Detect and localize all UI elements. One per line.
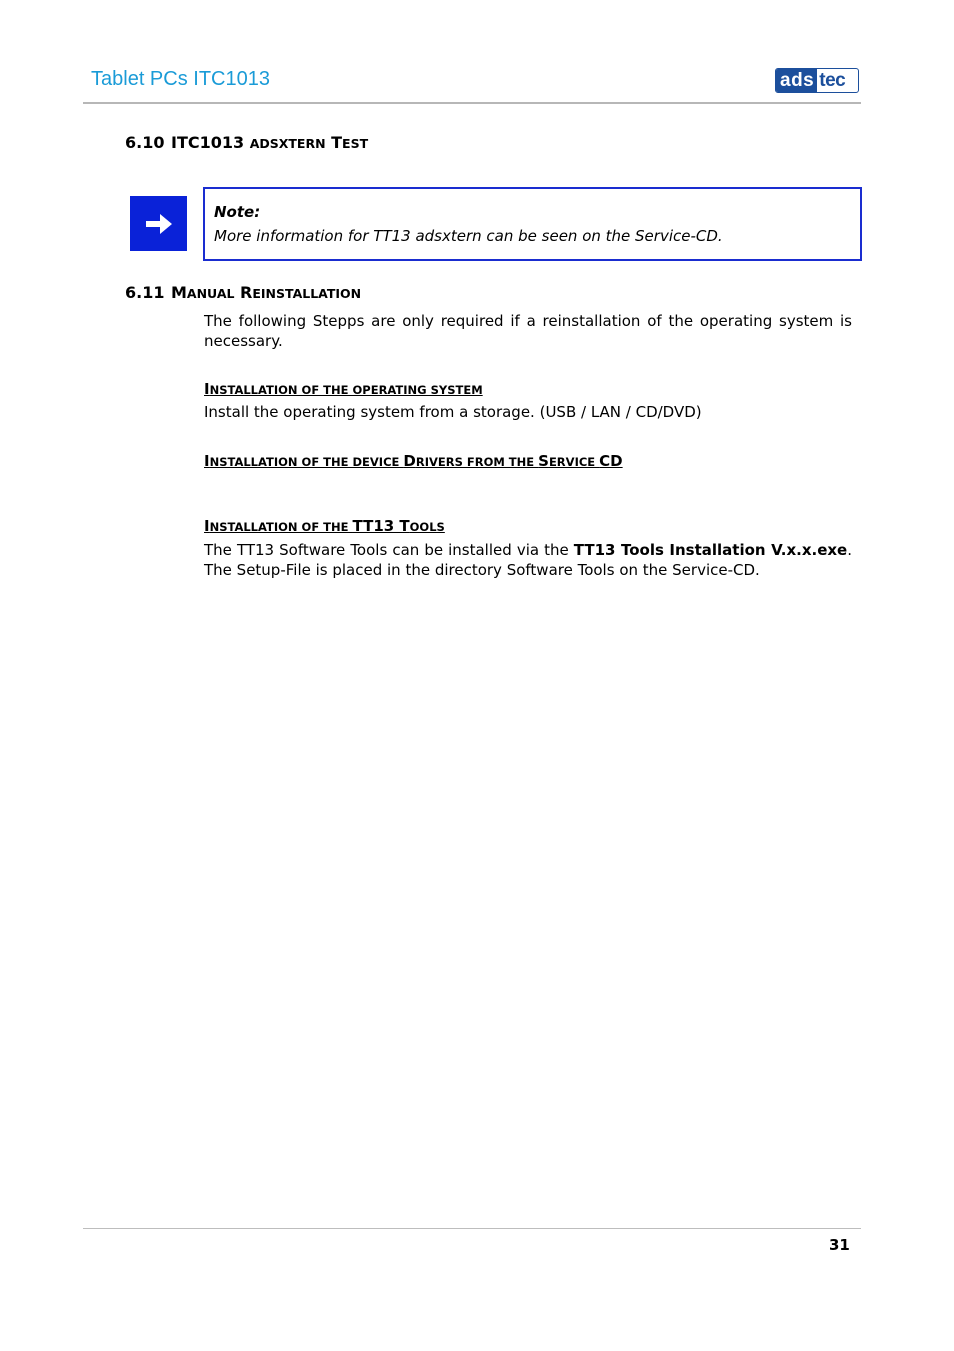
note-box xyxy=(203,187,862,261)
subheading-install-drivers: INSTALLATION OF THE DEVICE DRIVERS FROM THE SERVICE CD xyxy=(204,452,623,470)
reinstallation-intro: The following Stepps are only required if a reinstallation of the operating system is necessary. xyxy=(204,312,852,350)
install-tools-text: The TT13 Software Tools can be installed via the TT13 Tools Installation V.x.x.exe. The Setup-File is placed in the directory Software Tools on the Service-CD. xyxy=(204,541,853,579)
right-arrow-icon xyxy=(144,211,174,237)
subheading-install-tools: INSTALLATION OF THE TT13 TOOLS xyxy=(204,517,445,535)
logo-text-tec: tec xyxy=(819,70,846,91)
footer-divider xyxy=(83,1228,861,1229)
installer-filename: TT13 Tools Installation V.x.x.exe xyxy=(573,541,848,559)
section-number: 6.10 xyxy=(125,133,165,152)
section-heading-6-10: 6.10 ITC1013 ADSXTERN TEST xyxy=(125,133,369,152)
note-label: Note: xyxy=(214,203,261,221)
document-title: Tablet PCs ITC1013 xyxy=(91,68,270,90)
section-heading-6-11: 6.11 MANUAL REINSTALLATION xyxy=(125,283,362,302)
install-os-text: Install the operating system from a storage. (USB / LAN / CD/DVD) xyxy=(204,403,702,421)
section-number: 6.11 xyxy=(125,283,165,302)
logo-text-ads: ads xyxy=(776,69,817,92)
note-text: More information for TT13 adsxtern can be seen on the Service-CD. xyxy=(214,227,723,245)
subheading-install-os: INSTALLATION OF THE OPERATING SYSTEM xyxy=(204,380,483,398)
note-arrow-box xyxy=(130,196,187,251)
page-number: 31 xyxy=(829,1236,850,1254)
adstec-logo xyxy=(775,68,859,93)
header-divider xyxy=(83,102,861,104)
